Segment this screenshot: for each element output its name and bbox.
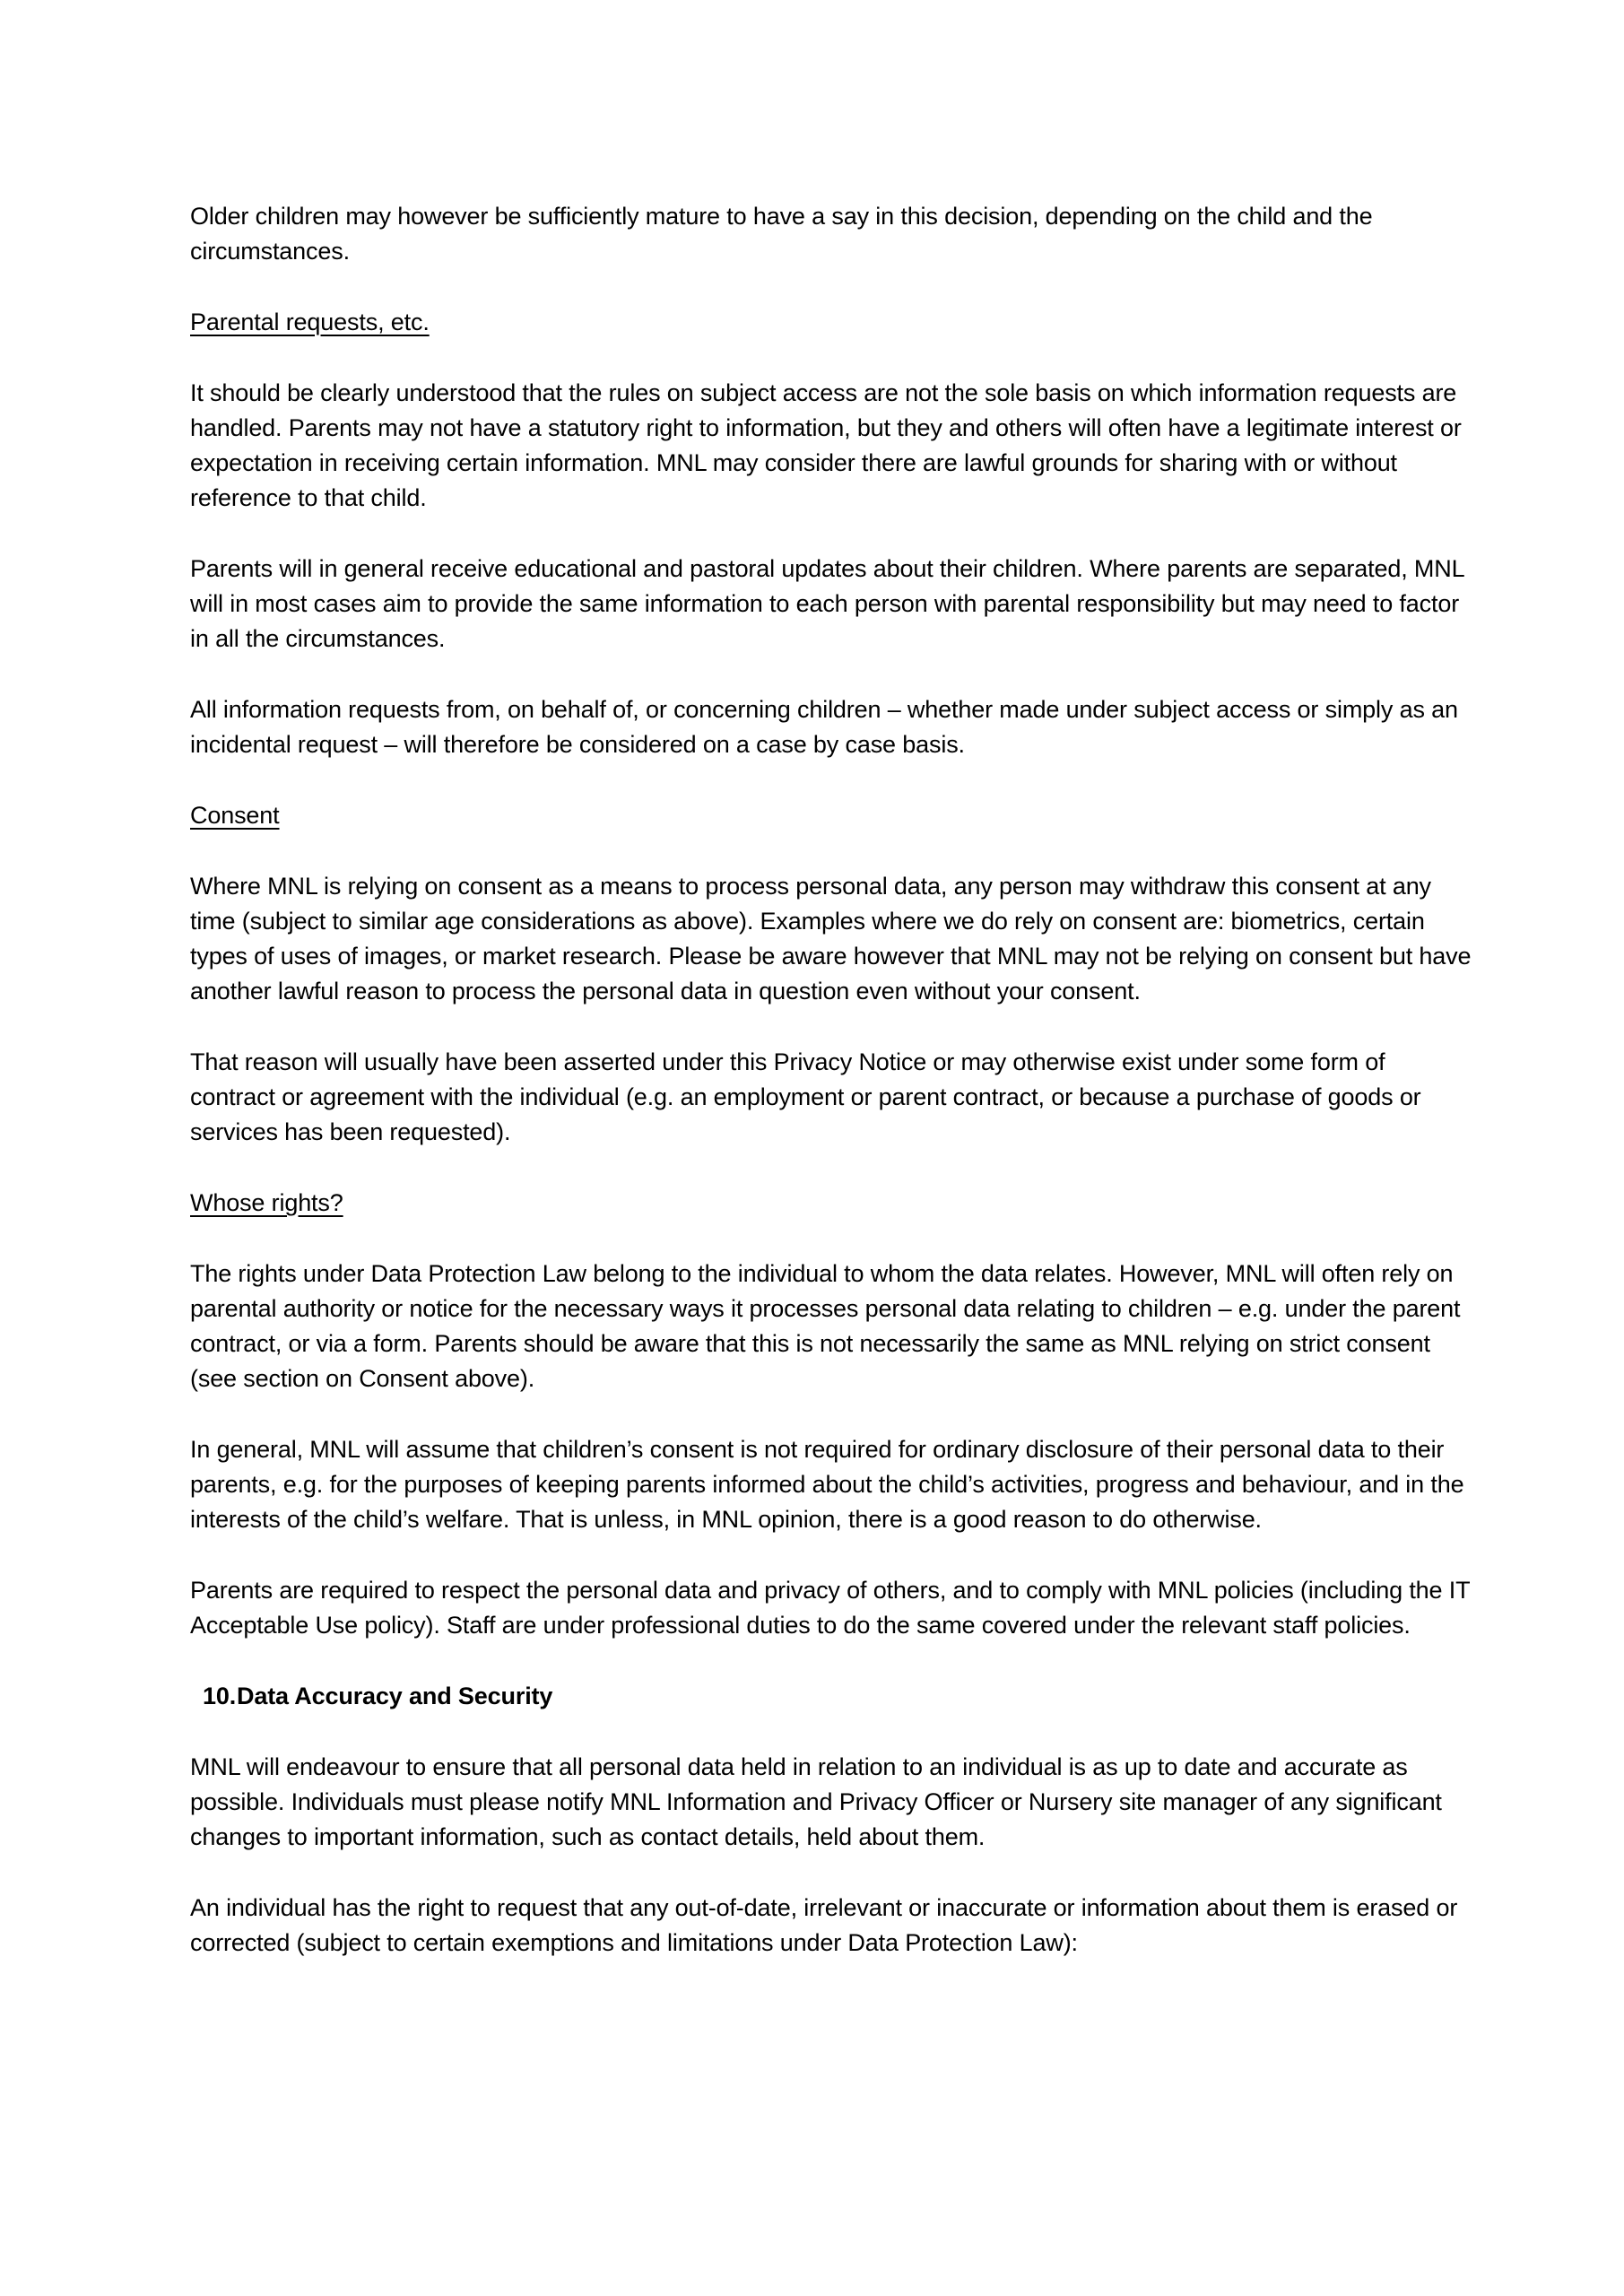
paragraph-information-requests-case-by-case: All information requests from, on behalf of, or concerning children – whether made under subject access or simply as an incidental request – will therefore be considered on a case by case basis. <box>190 696 1458 758</box>
paragraph-parents-respect-privacy: Parents are required to respect the personal data and privacy of others, and to comply with MNL policies (including the IT Acceptable Use policy). Staff are under professional duties to do the same covered under the relevant staff policies. <box>190 1577 1470 1639</box>
paragraph-rights-under-data-protection-law: The rights under Data Protection Law belong to the individual to whom the data relates. However, MNL will often rely on parental authority or notice for the necessary ways it processes personal data relating to children – e.g. under the parent contract, or via a form. Parents should be aware that this is not necessarily the same as MNL relying on strict consent (see section on Consent above). <box>190 1260 1461 1392</box>
paragraph-erasure-correction-right: An individual has the right to request that any out-of-date, irrelevant or inaccurate or information about them is erased or corrected (subject to certain exemptions and limitations under Data Protection Law): <box>190 1894 1458 1956</box>
paragraph-educational-pastoral-updates: Parents will in general receive educational and pastoral updates about their children. Where parents are separated, MNL will in most cases aim to provide the same information to each person with parental responsibility but may need to factor in all the circumstances. <box>190 555 1464 652</box>
paragraph-lawful-reason: That reason will usually have been asserted under this Privacy Notice or may otherwise exist under some form of contract or agreement with the individual (e.g. an employment or parent contract, or because a purchase of goods or services has been requested). <box>190 1048 1421 1145</box>
paragraph-older-children: Older children may however be sufficiently mature to have a say in this decision, depending on the child and the circumstances. <box>190 203 1373 265</box>
heading-label: Data Accuracy and Security <box>237 1683 553 1709</box>
paragraph-subject-access-rules: It should be clearly understood that the rules on subject access are not the sole basis on which information requests are handled. Parents may not have a statutory right to information, but they and others will often have a legitimate interest or expectation in receiving certain information. MNL may consider there are lawful grounds for sharing with or without reference to that child. <box>190 379 1462 511</box>
paragraph-childrens-consent-disclosure: In general, MNL will assume that children’s consent is not required for ordinary disclosure of their personal data to their parents, e.g. for the purposes of keeping parents informed about the child’s activities, progress and behaviour, and in the interests of the child’s welfare. That is unless, in MNL opinion, there is a good reason to do otherwise. <box>190 1436 1464 1533</box>
heading-whose-rights-text: Whose rights? <box>190 1189 343 1216</box>
heading-consent <box>190 798 1472 833</box>
heading-number: 10. <box>203 1683 237 1709</box>
heading-data-accuracy-and-security <box>203 1679 1472 1714</box>
heading-consent-text: Consent <box>190 802 280 829</box>
heading-whose-rights <box>190 1186 1472 1221</box>
paragraph-data-accuracy: MNL will endeavour to ensure that all personal data held in relation to an individual is as up to date and accurate as possible. Individuals must please notify MNL Information and Privacy Officer or Nursery site manager of any significant changes to important information, such as contact details, held about them. <box>190 1753 1442 1850</box>
document-content <box>190 199 1472 1996</box>
heading-parental-requests <box>190 305 1472 340</box>
heading-parental-requests-text: Parental requests, etc. <box>190 309 430 335</box>
paragraph-consent-withdrawal: Where MNL is relying on consent as a means to process personal data, any person may withdraw this consent at any time (subject to similar age considerations as above). Examples where we do rely on consent are: biometrics, certain types of uses of images, or market research. Please be aware however that MNL may not be relying on consent but have another lawful reason to process the personal data in question even without your consent. <box>190 873 1472 1004</box>
